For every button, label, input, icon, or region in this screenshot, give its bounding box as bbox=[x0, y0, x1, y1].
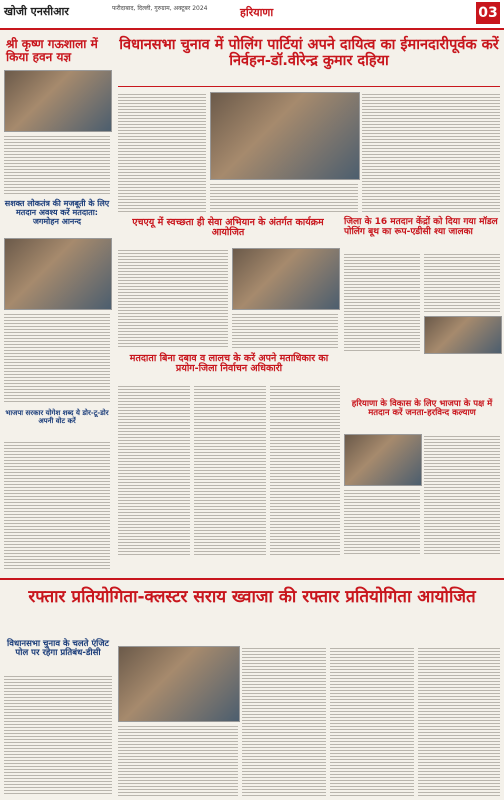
story-body-race-2 bbox=[330, 646, 414, 796]
story-headline-haryana-development: हरियाणा के विकास के लिए भाजपा के पक्ष में मतदान करें जनता-हरविन्द कल्याण bbox=[351, 399, 493, 419]
story-photo-haryana-development bbox=[344, 434, 422, 486]
story-body-polling-2 bbox=[210, 182, 358, 212]
story-headline-exit-poll: विधानसभा चुनाव के चलते एंजिट पोल पर रहेगा प्रतिबंध-डीसी bbox=[7, 639, 109, 659]
paper-name: खोजी एनसीआर bbox=[4, 5, 69, 18]
story-photo-polling bbox=[210, 92, 360, 180]
story-body-hau-1 bbox=[118, 248, 228, 348]
story-headline-voting-appeal: सशक्त लोकतंत्र की मजबूती के लिए मतदान अवश्य करें मतदाता: जगमोहन आनन्द bbox=[4, 199, 110, 226]
story-body-hau-2 bbox=[232, 312, 338, 348]
page-number: 03 bbox=[476, 2, 500, 24]
story-body-race-3 bbox=[418, 646, 500, 796]
section-title: हरियाणा bbox=[240, 6, 274, 19]
story-body-haryana-development-2 bbox=[344, 488, 420, 556]
story-body-haryana-development-1 bbox=[424, 434, 500, 556]
story-body-voter-freedom-1 bbox=[118, 384, 190, 556]
story-headline-race: रफ्तार प्रतियोगिता-क्लस्टर सराय ख्वाजा की रफ्तार प्रतियोगिता आयोजित bbox=[28, 587, 476, 607]
story-body-model-booth-1 bbox=[344, 252, 420, 352]
story-body-voter-freedom-3 bbox=[270, 384, 340, 556]
story-body-race-1 bbox=[242, 646, 326, 796]
story-body-door-to-door bbox=[4, 440, 110, 570]
masthead bbox=[0, 0, 504, 30]
story-headline-gaushala: श्री कृष्ण गऊशाला में किया हवन यज्ञ bbox=[6, 37, 98, 65]
story-headline-door-to-door: भाजपा सरकार योगेश शब्द ये डोर-टू-डोर अपनी वोट करें bbox=[5, 409, 109, 425]
story-body-gaushala bbox=[4, 134, 110, 196]
story-headline-hau: एचएयू में स्वच्छता ही सेवा अभियान के अंतर्गत कार्यक्रम आयोजित bbox=[132, 217, 324, 239]
story-photo-hau bbox=[232, 248, 340, 310]
story-body-exit-poll bbox=[4, 674, 112, 796]
story-body-polling-3 bbox=[362, 92, 500, 212]
story-photo-race bbox=[118, 646, 240, 722]
story-headline-model-booth: जिला के 16 मतदान केंद्रों को दिया गया मॉडल पोलिंग बूथ का रूप-एडीसी श्या जालका bbox=[344, 217, 498, 237]
story-photo-voting-appeal bbox=[4, 238, 112, 310]
story-body-voter-freedom-2 bbox=[194, 384, 266, 556]
story-body-model-booth-2 bbox=[424, 252, 500, 312]
divider bbox=[118, 86, 500, 87]
story-photo-model-booth bbox=[424, 316, 502, 354]
story-body-race-4 bbox=[118, 724, 238, 796]
story-body-voting-appeal bbox=[4, 312, 110, 404]
dateline: फरीदाबाद, दिल्ली, गुरुग्राम, अक्टूबर 2024 bbox=[112, 5, 208, 12]
story-body-polling-1 bbox=[118, 92, 206, 212]
story-headline-voter-freedom: मतदाता बिना दबाव व लालच के करें अपने मताधिकार का प्रयोग-जिला निर्वाचन अधिकारी bbox=[129, 353, 329, 375]
story-photo-gaushala bbox=[4, 70, 112, 132]
divider bbox=[0, 578, 504, 580]
story-headline-polling-parties: विधानसभा चुनाव में पोलिंग पार्टियां अपने दायित्व का ईमानदारीपूर्वक करें निर्वहन-डॉ.वीरेन्द्र कुमार दहिया bbox=[119, 37, 499, 69]
